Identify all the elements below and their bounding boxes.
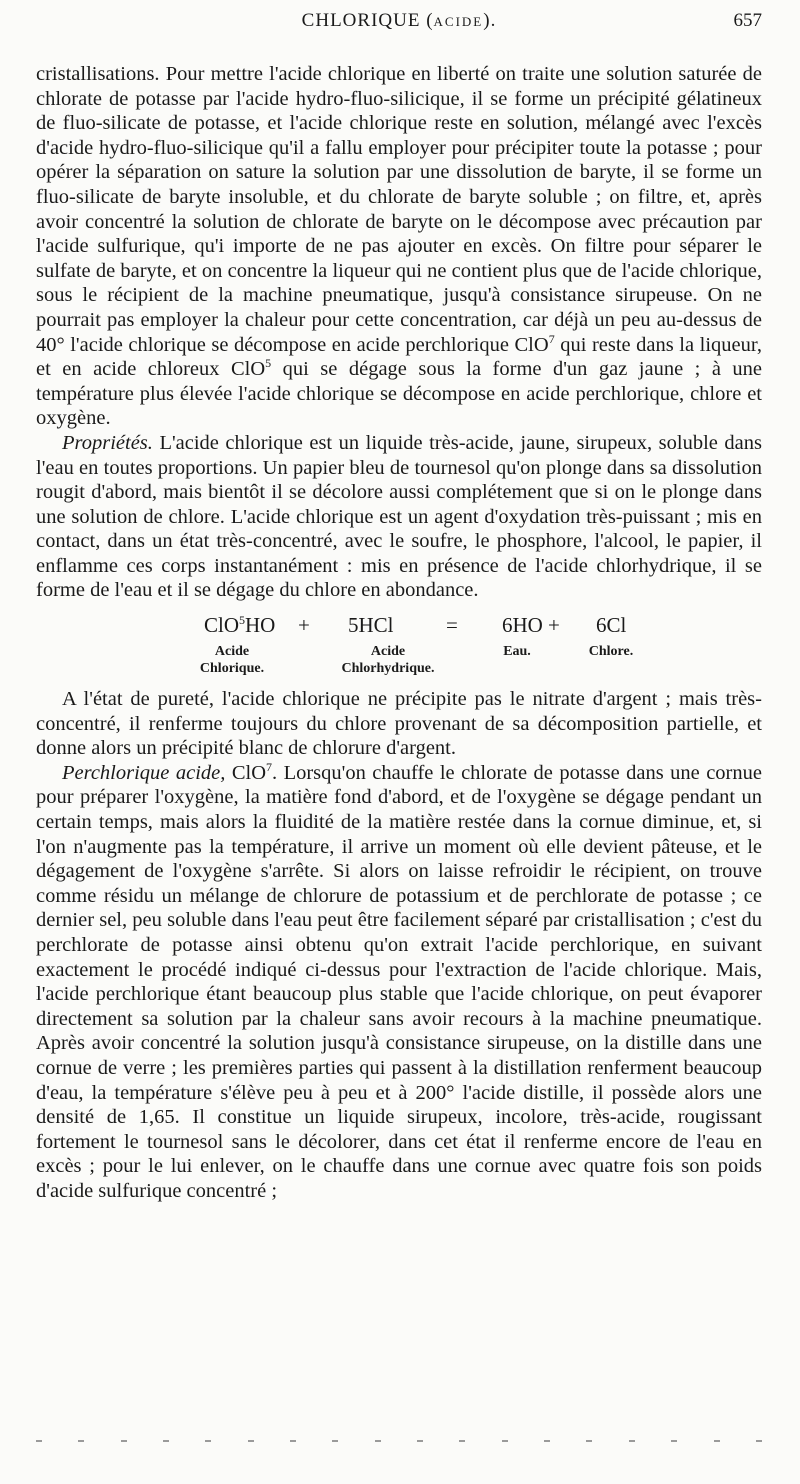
equation-plus: + xyxy=(298,613,310,638)
paragraph-text: . Lorsqu'on chauffe le chlorate de potasse dans une cornue pour préparer l'oxygène, la matière fond d'abord, et de l'oxygène se dégage pendant un certain temps, mais alors la fluidité de la matière restée dans la cornue diminue, et, si l'on n'augmente pas la température, il arrive un moment où elle devient pâteuse, et le dégagement de l'oxygène s'arrête. Si alors on laisse refroidir le récipient, on trouve comme résidu un mélange de chlorure de potassium et de perchlorate de potasse ; ce dernier sel, peu soluble dans l'eau peut être facilement séparé par cristallisation ; c'est du perchlorate de potasse ainsi obtenu qu'on extrait l'acide perchlorique, en suivant exactement le procédé indiqué ci-dessus pour l'extraction de l'acide chlorique. Mais, l'acide perchlorique étant beaucoup plus stable que l'acide chlorique, on peut évaporer directement sa solution par la chaleur sans avoir recours à la machine pneumatique. Après avoir concentré la solution jusqu'à consistance sirupeuse, on la distille dans une cornue de verre ; les premières parties qui passent à la distillation renferment beaucoup d'eau, la température s'élève peu à peu et à 200° l'acide distille, il possède alors une densité de 1,65. Il constitue un liquide sirupeux, incolore, très-acide, rougissant fortement le tournesol sans le décolorer, dans cet état il renferme encore de l'eau en excès ; pour le lui enlever, on le chauffe dans une cornue avec quatre fois son poids d'acide sulfurique concentré ; xyxy=(36,761,762,1202)
label-line: Acide xyxy=(214,644,250,660)
page-footer-marks xyxy=(36,1440,762,1444)
page-header xyxy=(36,0,762,36)
superscript: 7 xyxy=(266,759,272,774)
superscript: 5 xyxy=(239,613,246,628)
paragraph-text: L'acide chlorique est un liquide très-acide, jaune, sirupeux, soluble dans l'eau en toutes proportions. Un papier bleu de tournesol qu'on plonge dans sa dissolution rougit d'abord, mais bientôt il se décolore aussi complétement que si on le plonge dans une solution de chlore. L'acide chlorique est un agent d'oxydation très-puissant ; mis en contact, dans un état très-concentré, avec le soufre, le phosphore, l'alcool, le papier, il enflamme ces corps instantanément : mis en présence de l'acide chlorhydrique, il se forme de l'eau et il se dégage du chlore en abondance. xyxy=(36,431,762,602)
paragraph-purity xyxy=(36,687,762,761)
superscript: 5 xyxy=(265,356,272,371)
running-title-end: ). xyxy=(483,10,497,31)
formula-text: ClO xyxy=(225,761,266,784)
running-title-main: CHLORIQUE ( xyxy=(301,10,434,31)
paragraph-perchloric-acid xyxy=(36,761,762,1204)
label-line: Chlorique. xyxy=(199,661,265,677)
paragraph-text: A l'état de pureté, l'acide chlorique ne précipite pas le nitrate d'argent ; mais très-concentré, il renferme toujours du chlore provenant de sa décomposition partielle, et donne alors un précipité blanc de chlorure d'argent. xyxy=(36,688,762,760)
equation-term-chlorine: 6Cl xyxy=(596,613,627,638)
equation-plus: + xyxy=(548,613,560,638)
section-label-proprietes: Propriétés. xyxy=(62,431,153,454)
equation-row xyxy=(36,613,762,643)
superscript: 7 xyxy=(548,331,555,346)
label-chlorine: Chlore. xyxy=(588,644,634,660)
equation-term-water: 6HO xyxy=(502,613,543,638)
equation-term-chloric-acid xyxy=(204,613,275,638)
label-hydrochloric-acid xyxy=(326,643,450,677)
chemical-equation xyxy=(36,613,762,681)
label-line: Acide xyxy=(370,644,406,660)
body-text xyxy=(36,62,762,1204)
paragraph-properties xyxy=(36,431,762,603)
equation-term-text: HO xyxy=(245,613,276,638)
running-title xyxy=(36,10,762,32)
equation-term-hcl: 5HCl xyxy=(348,613,394,638)
equation-equals: = xyxy=(446,613,458,638)
paragraph-text: qui se dégage sous la forme d'un gaz jaune ; à une température plus élevée l'acide chlorique se décompose en acide perchlorique, chlore et oxygène. xyxy=(36,358,763,430)
section-label-perchlorique: Perchlorique acide, xyxy=(62,761,226,784)
running-title-small-caps: ACIDE xyxy=(433,14,484,29)
paragraph-preparation xyxy=(36,62,762,431)
page-number: 657 xyxy=(733,10,762,31)
equation-term-text: ClO xyxy=(204,613,240,638)
paragraph-text: cristallisations. Pour mettre l'acide chlorique en liberté on traite une solution saturée de chlorate de potasse par l'acide hydro-fluo-silicique, il se forme un précipité gélatineux de fluo-silicate de potasse, et l'acide chlorique reste en solution, mélangé avec l'excès d'acide hydro-fluo-silicique qu'il a fallu employer pour précipiter toute la potasse ; pour opérer la séparation on sature la solution par une dissolution de baryte, il se forme un fluo-silicate de baryte insoluble, et du chlorate de baryte soluble ; on filtre, et, après avoir concentré la solution de chlorate de baryte on le décompose avec précaution par l'acide sulfurique, qu'i importe de ne pas ajouter en excès. On filtre pour séparer le sulfate de baryte, et on concentre la liqueur qui ne contient plus que de l'acide chlorique, sous le récipient de la machine pneumatique, jusqu'à consistance sirupeuse. On ne pourrait pas employer la chaleur pour cette concentration, car déjà un peu au-dessus de 40° l'acide chlorique se décompose en acide perchlorique ClO xyxy=(36,63,762,356)
paragraph-text: qui reste dans la liqueur, et en acide chloreux ClO xyxy=(36,333,762,381)
label-chloric-acid xyxy=(182,643,282,677)
label-line: Chlorhydrique. xyxy=(341,661,435,677)
label-water: Eau. xyxy=(503,644,531,660)
